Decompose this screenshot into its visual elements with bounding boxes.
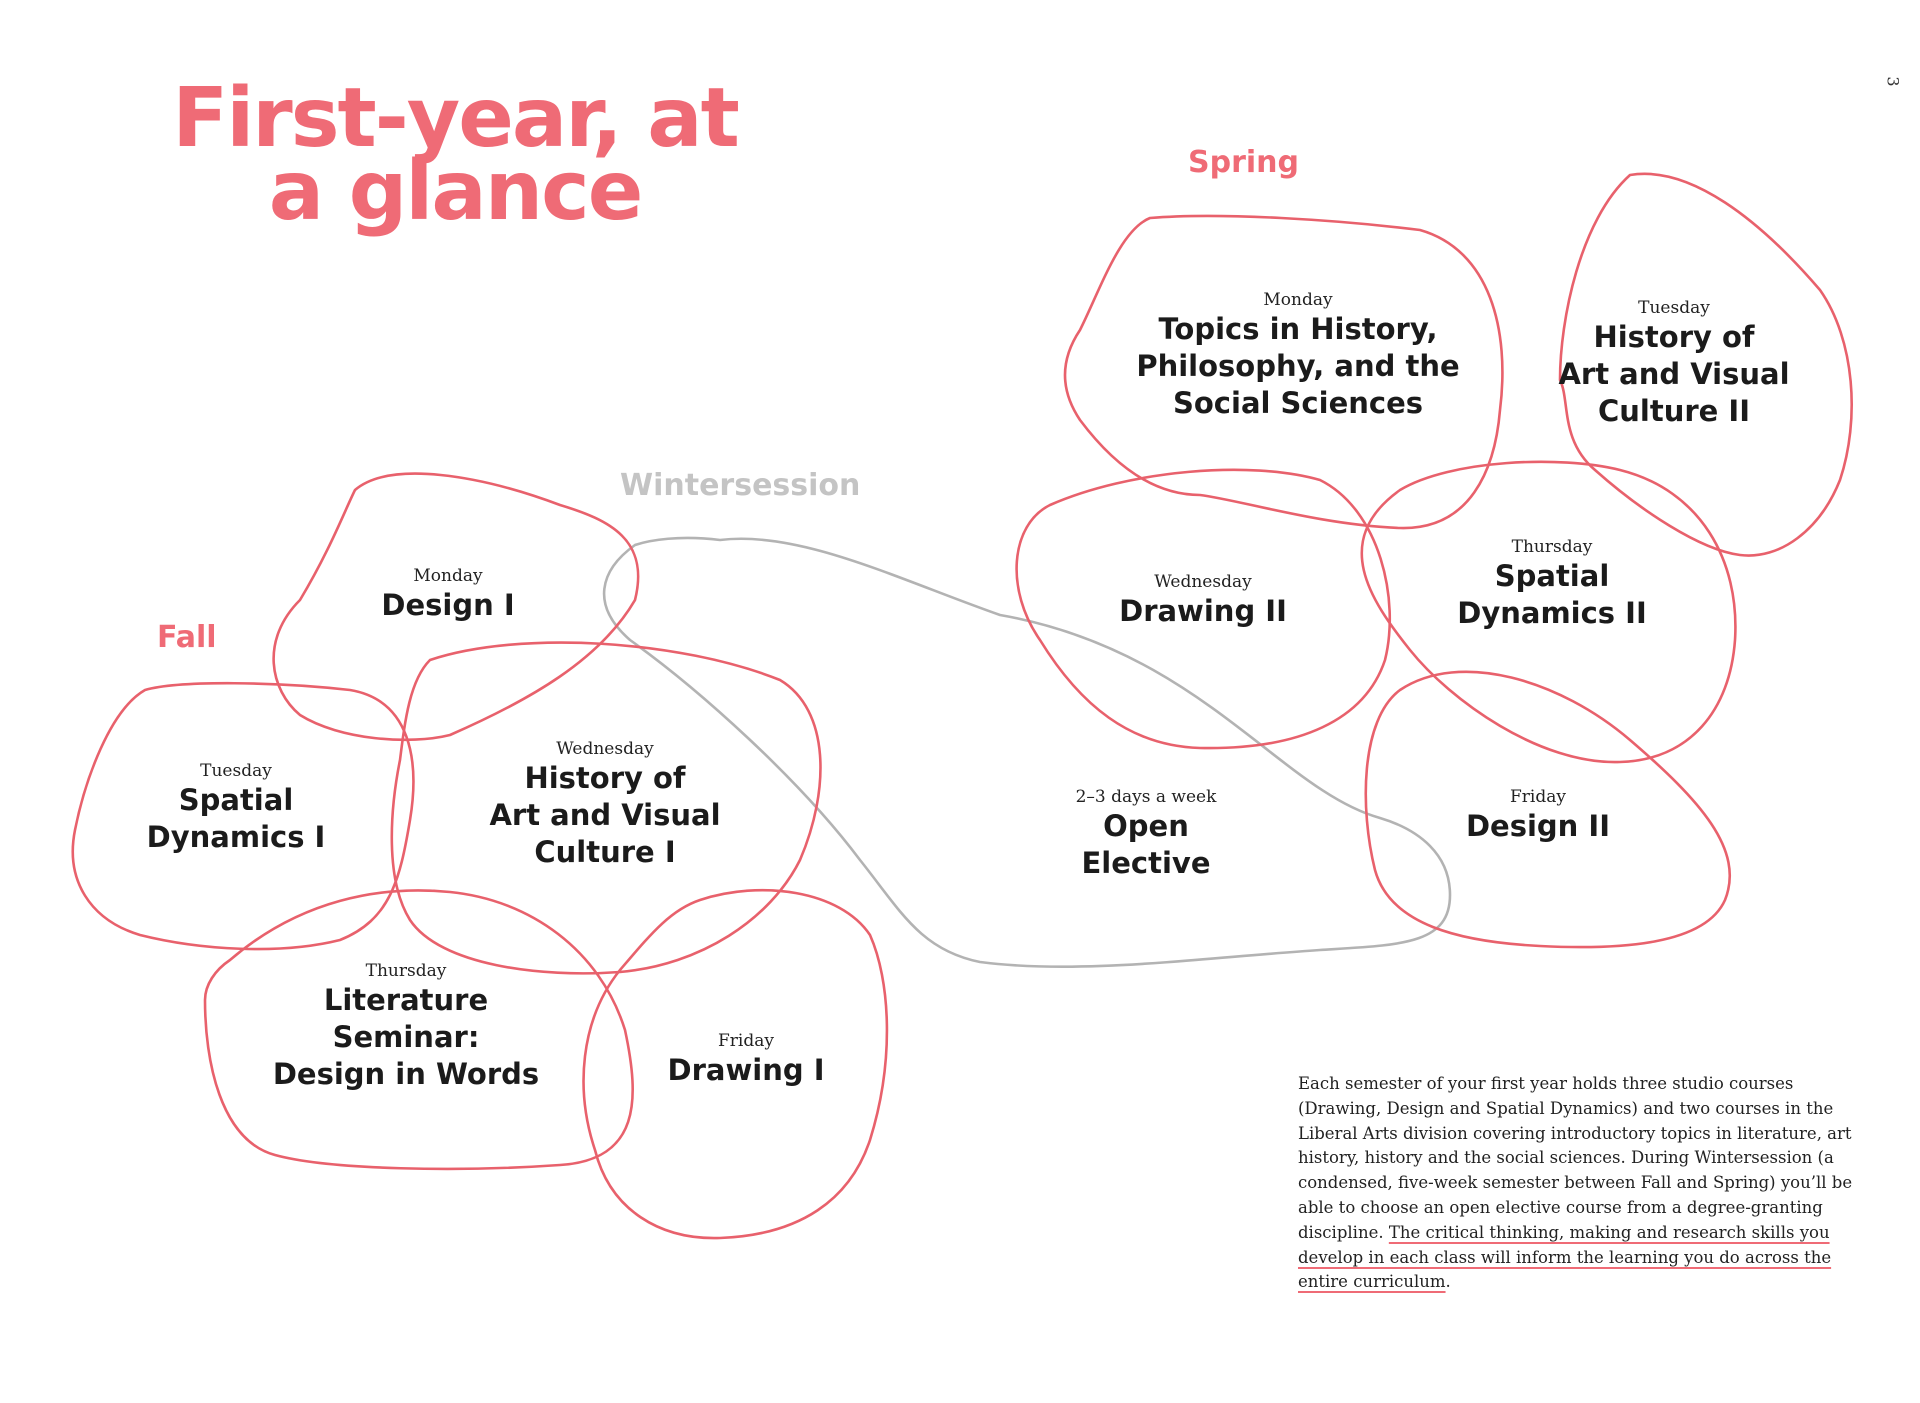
course-name: Culture I [534, 835, 676, 869]
course-name: Dynamics I [146, 820, 326, 854]
course-name: Topics in History, [1158, 312, 1438, 346]
highlighted-text: The critical thinking, making and research skills you develop in each class will inform the learning you do across the entire curriculum [1298, 1222, 1832, 1292]
course-name: Philosophy, and the [1136, 349, 1460, 383]
course-day: Monday [1263, 290, 1333, 310]
course-name: Open [1103, 809, 1189, 843]
course-name: Art and Visual [489, 798, 721, 832]
course-day: Tuesday [1638, 298, 1710, 318]
intro-text: Each semester of your first year holds three studio courses (Drawing, Design and Spatial Dynamics) and two courses in the Liberal Arts division covering introductory topics in literature, art history, history and the social sciences. During Wintersession (a condensed, five-week semester between Fall and Spring) you’ll be able to choose an open elective course from a degree-granting discipline. [1298, 1074, 1853, 1242]
course-day: Wednesday [1154, 572, 1252, 592]
course-drawing-1 [668, 1030, 825, 1089]
course-name: Art and Visual [1558, 357, 1790, 391]
course-day: Thursday [1511, 537, 1593, 557]
course-name: History of [524, 761, 686, 795]
course-history-art-1 [489, 738, 720, 871]
course-name: Dynamics II [1457, 596, 1647, 630]
course-day: Monday [413, 566, 483, 586]
course-literature-seminar [273, 960, 539, 1093]
course-day: Friday [1510, 787, 1566, 807]
course-drawing-2 [1119, 571, 1287, 630]
course-name: Elective [1081, 846, 1211, 880]
course-day: 2–3 days a week [1075, 787, 1217, 807]
course-open-elective [1076, 786, 1217, 882]
course-topics [1136, 289, 1459, 422]
course-name: Seminar: [332, 1020, 480, 1054]
page-number: 3 [1883, 76, 1903, 87]
course-name: Culture II [1597, 394, 1751, 428]
course-name: Design I [381, 588, 515, 622]
course-day: Wednesday [556, 739, 654, 759]
course-name: Design in Words [272, 1057, 540, 1091]
intro-end: . [1445, 1272, 1451, 1292]
course-name: Literature [323, 983, 489, 1017]
course-day: Tuesday [200, 761, 272, 781]
course-spatial-dynamics-1 [147, 760, 326, 856]
course-design-2 [1466, 786, 1610, 845]
course-design-1 [381, 565, 514, 624]
course-name: History of [1593, 320, 1755, 354]
course-name: Drawing II [1119, 594, 1287, 628]
course-name: Spatial [1494, 559, 1610, 593]
course-day: Thursday [365, 961, 447, 981]
course-spatial-dynamics-2 [1457, 536, 1646, 632]
intro-paragraph [1298, 1072, 1858, 1295]
course-name: Design II [1465, 809, 1611, 843]
course-name: Spatial [178, 783, 294, 817]
course-day: Friday [718, 1031, 774, 1051]
season-wintersession: Wintersession [620, 468, 861, 503]
course-name: Social Sciences [1173, 386, 1423, 420]
course-name: Drawing I [667, 1053, 825, 1087]
season-spring: Spring [1188, 145, 1299, 180]
season-fall: Fall [157, 620, 217, 655]
course-history-art-2 [1558, 297, 1789, 430]
page-title: First-year, at a glance [172, 71, 738, 239]
wintersession-outline [604, 538, 1450, 967]
